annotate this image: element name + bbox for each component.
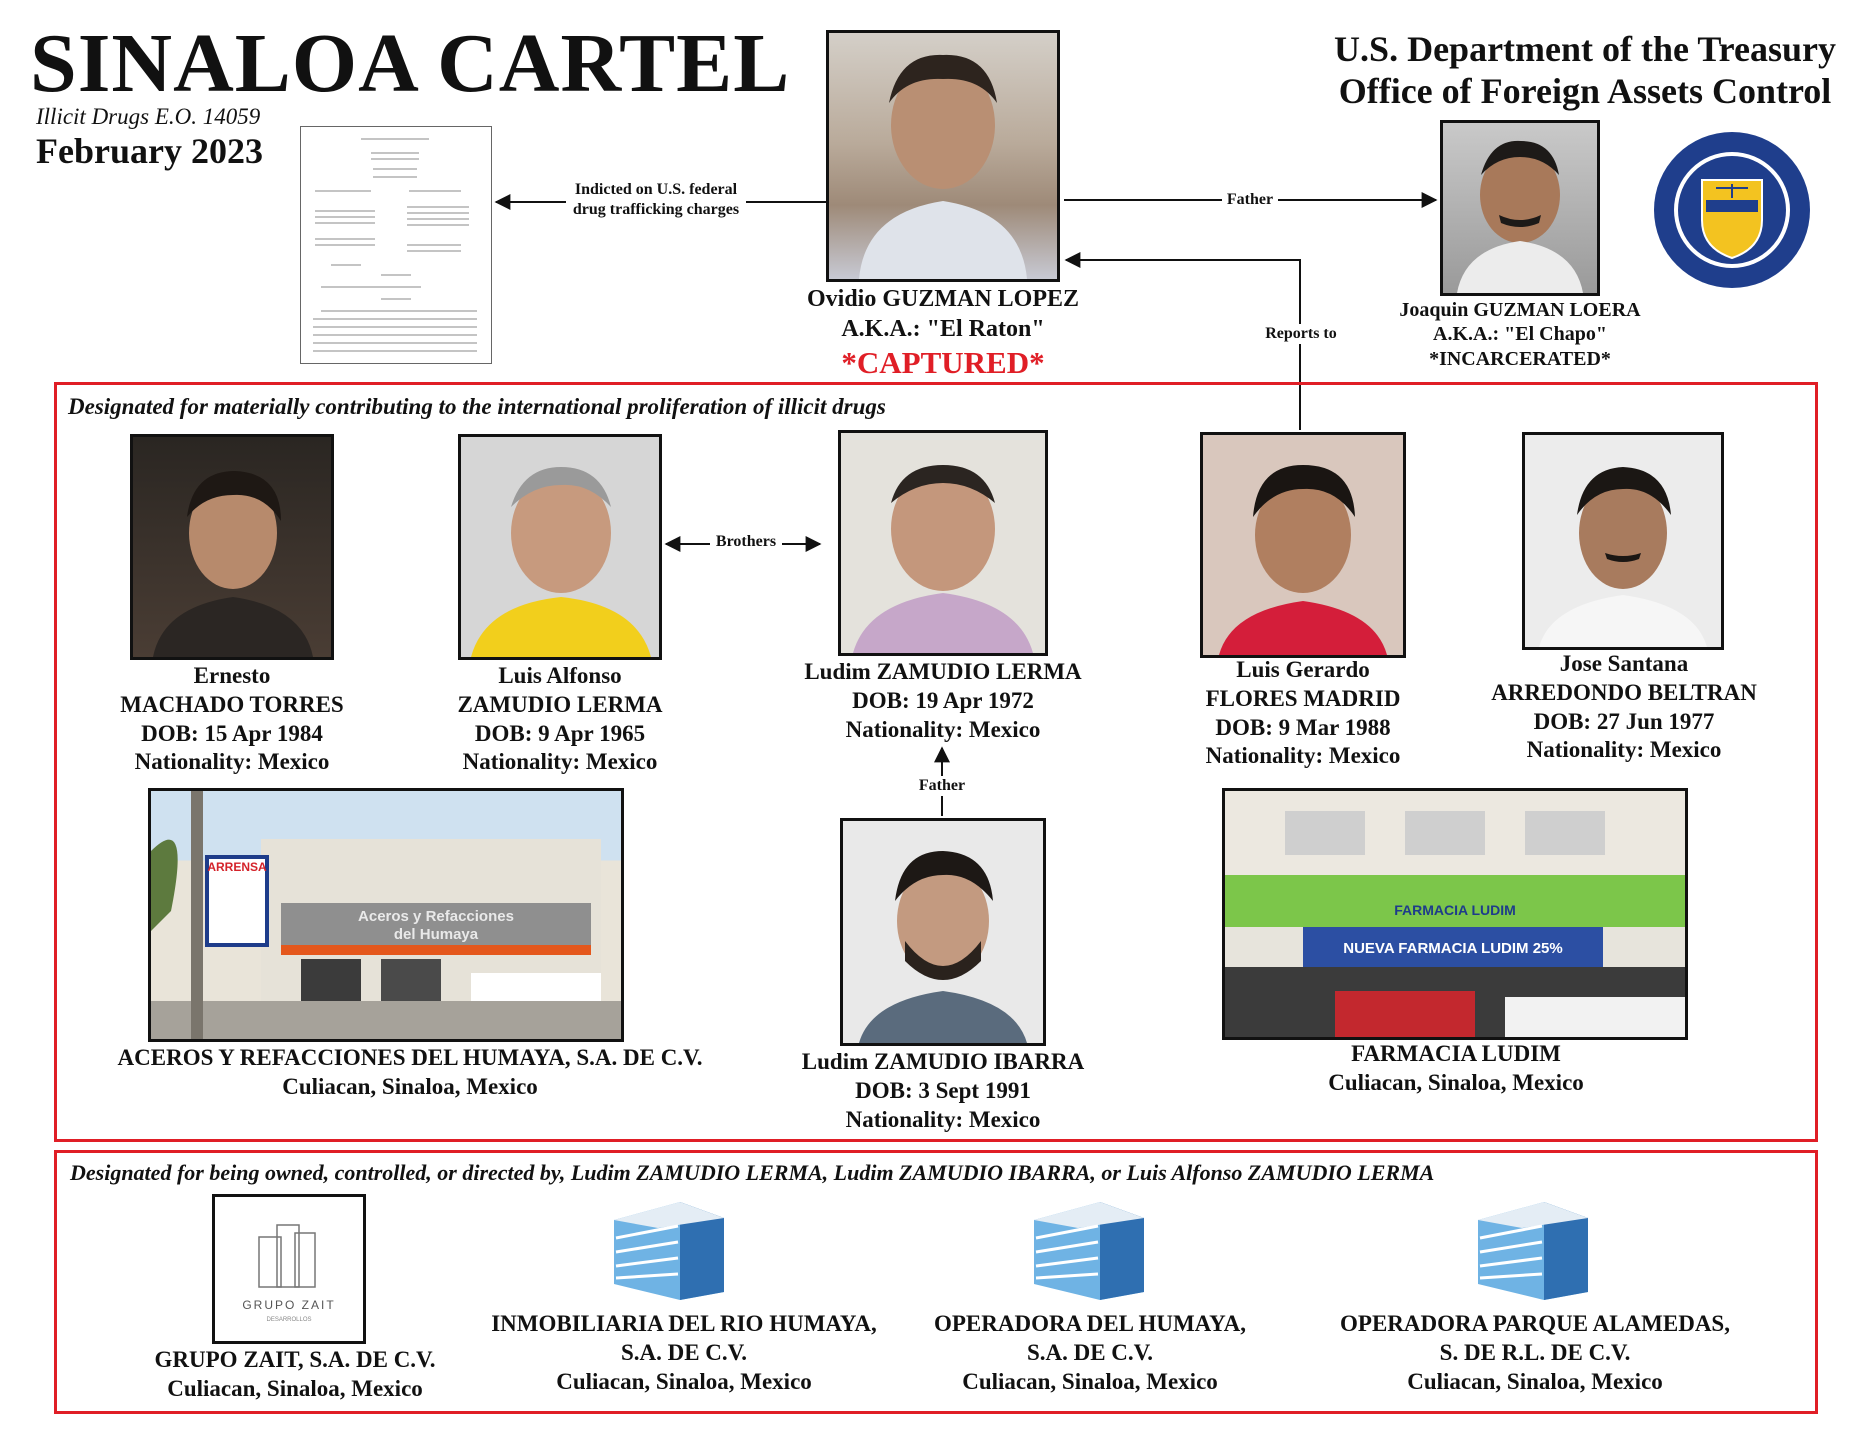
store-sign-text-3: ARRENSA	[207, 860, 267, 874]
luis-alfonso-zamudio-lerma-photo	[458, 434, 662, 660]
person-label-luis-gerardo	[1170, 656, 1436, 771]
person-dob: DOB: 27 Jun 1977	[1533, 708, 1715, 734]
person-dob: DOB: 9 Apr 1965	[474, 720, 646, 746]
ludim-zamudio-ibarra-photo	[840, 818, 1046, 1046]
business-name: ACEROS Y REFACCIONES DEL HUMAYA, S.A. DE C.V.	[117, 1045, 703, 1070]
entity-line-1: GRUPO ZAIT, S.A. DE C.V.	[154, 1347, 436, 1372]
person-last-name: MACHADO TORRES	[120, 691, 344, 717]
logo-subtext: DESARROLLOS	[266, 1317, 312, 1323]
building-icon	[1474, 1198, 1594, 1302]
person-first-name: Jose Santana	[1559, 651, 1689, 676]
storefront-graphic	[1225, 791, 1685, 1037]
business-label-farmacia	[1256, 1040, 1656, 1098]
building-icon-graphic	[610, 1198, 730, 1302]
person-silhouette-icon	[461, 437, 659, 657]
person-last-name: FLORES MADRID	[1205, 685, 1401, 711]
agency-line-1: U.S. Department of the Treasury	[1334, 29, 1836, 69]
person-first-name: Luis Alfonso	[498, 663, 622, 688]
person-nationality: Nationality: Mexico	[1205, 743, 1401, 769]
ovidio-aka: A.K.A.: "El Raton"	[841, 316, 1045, 342]
person-dob: DOB: 15 Apr 1984	[141, 720, 323, 746]
business-location: Culiacan, Sinaloa, Mexico	[1328, 1069, 1584, 1095]
entity-line-1: OPERADORA DEL HUMAYA,	[933, 1311, 1247, 1336]
storefront-graphic	[151, 791, 621, 1039]
person-name: Ludim ZAMUDIO IBARRA	[801, 1049, 1085, 1074]
person-name: Ludim ZAMUDIO LERMA	[804, 659, 1082, 684]
person-nationality: Nationality: Mexico	[1526, 737, 1722, 763]
agency-line-2: Office of Foreign Assets Control	[1338, 71, 1832, 112]
entity-label-operadora-alamedas	[1320, 1310, 1750, 1396]
person-first-name: Ernesto	[193, 663, 271, 688]
date-label: February 2023	[36, 131, 263, 171]
joaquin-name: Joaquin GUZMAN LOERA	[1399, 299, 1641, 321]
brothers-label: Brothers	[710, 532, 782, 552]
entity-label-grupo-zait	[140, 1346, 450, 1404]
entity-line-2: S. DE R.L. DE C.V.	[1439, 1339, 1631, 1365]
entity-line-2: Culiacan, Sinaloa, Mexico	[167, 1375, 423, 1401]
aceros-storefront-photo	[148, 788, 624, 1042]
person-label-jose-santana	[1476, 650, 1772, 765]
grupo-zait-logo	[212, 1194, 366, 1344]
entity-line-3: Culiacan, Sinaloa, Mexico	[962, 1368, 1218, 1394]
person-silhouette-icon	[1203, 435, 1403, 655]
person-silhouette-icon	[841, 433, 1045, 653]
business-name: FARMACIA LUDIM	[1351, 1041, 1561, 1066]
building-icon	[610, 1198, 730, 1302]
business-location: Culiacan, Sinaloa, Mexico	[282, 1073, 538, 1099]
person-silhouette-icon	[843, 821, 1043, 1043]
indicted-label-line-1: Indicted on U.S. federal	[574, 181, 738, 198]
business-label-aceros	[90, 1044, 730, 1102]
store-sign-text-1: Aceros y Refacciones	[358, 908, 514, 925]
person-dob: DOB: 9 Mar 1988	[1215, 714, 1391, 740]
farmacia-sign-text: FARMACIA LUDIM	[1394, 902, 1516, 918]
person-first-name: Luis Gerardo	[1236, 657, 1370, 682]
person-label-ludim-ibarra	[790, 1048, 1096, 1134]
person-silhouette-icon	[1525, 435, 1721, 647]
father-label-bottom: Father	[912, 776, 972, 796]
entity-label-inmobiliaria	[474, 1310, 894, 1396]
person-label-ernesto	[100, 662, 364, 777]
person-nationality: Nationality: Mexico	[134, 749, 330, 775]
joaquin-status: *INCARCERATED*	[1429, 347, 1611, 370]
logo-text: GRUPO ZAIT	[242, 1298, 336, 1312]
farmacia-banner-text: NUEVA FARMACIA LUDIM 25%	[1343, 940, 1563, 957]
entity-label-operadora-humaya	[920, 1310, 1260, 1396]
person-dob: DOB: 3 Sept 1991	[855, 1077, 1031, 1103]
executive-order-label: Illicit Drugs E.O. 14059	[36, 104, 261, 129]
father-label-top: Father	[1222, 190, 1278, 210]
ovidio-status: *CAPTURED*	[841, 345, 1045, 380]
box2-caption: Designated for being owned, controlled, or directed by, Ludim ZAMUDIO LERMA, Ludim ZAMUDIO IBARRA, or Luis Alfonso ZAMUDIO LERMA	[70, 1160, 1435, 1185]
luis-gerardo-flores-madrid-photo	[1200, 432, 1406, 658]
person-nationality: Nationality: Mexico	[462, 749, 658, 775]
entity-line-2: S.A. DE C.V.	[620, 1339, 748, 1365]
building-icon	[1030, 1198, 1150, 1302]
person-label-luis-alfonso	[420, 662, 700, 777]
indicted-label-line-2: drug trafficking charges	[572, 201, 740, 218]
entity-line-3: Culiacan, Sinaloa, Mexico	[1407, 1368, 1663, 1394]
joaquin-aka: A.K.A.: "El Chapo"	[1433, 323, 1607, 346]
building-icon-graphic	[1474, 1198, 1594, 1302]
page-title: SINALOA CARTEL	[30, 17, 791, 110]
farmacia-ludim-storefront-photo	[1222, 788, 1688, 1040]
building-outline-icon	[215, 1197, 363, 1341]
person-label-ludim-lerma	[790, 658, 1096, 744]
person-silhouette-icon	[133, 437, 331, 657]
person-last-name: ZAMUDIO LERMA	[457, 691, 663, 717]
person-nationality: Nationality: Mexico	[845, 1106, 1041, 1132]
building-icon-graphic	[1030, 1198, 1150, 1302]
person-last-name: ARREDONDO BELTRAN	[1491, 679, 1757, 705]
reports-to-label: Reports to	[1256, 324, 1346, 344]
person-dob: DOB: 19 Apr 1972	[852, 687, 1034, 713]
entity-line-3: Culiacan, Sinaloa, Mexico	[556, 1368, 812, 1394]
entity-line-1: OPERADORA PARQUE ALAMEDAS,	[1340, 1311, 1730, 1336]
box1-caption: Designated for materially contributing to the international proliferation of illicit drugs	[68, 394, 886, 419]
ludim-zamudio-lerma-photo	[838, 430, 1048, 656]
entity-line-1: INMOBILIARIA DEL RIO HUMAYA,	[491, 1311, 877, 1336]
ernesto-machado-torres-photo	[130, 434, 334, 660]
store-sign-text-2: del Humaya	[393, 926, 479, 943]
jose-santana-arredondo-beltran-photo	[1522, 432, 1724, 650]
indicted-label	[566, 180, 746, 220]
person-nationality: Nationality: Mexico	[845, 716, 1041, 742]
entity-line-2: S.A. DE C.V.	[1026, 1339, 1154, 1365]
ovidio-name: Ovidio GUZMAN LOPEZ	[806, 286, 1080, 312]
